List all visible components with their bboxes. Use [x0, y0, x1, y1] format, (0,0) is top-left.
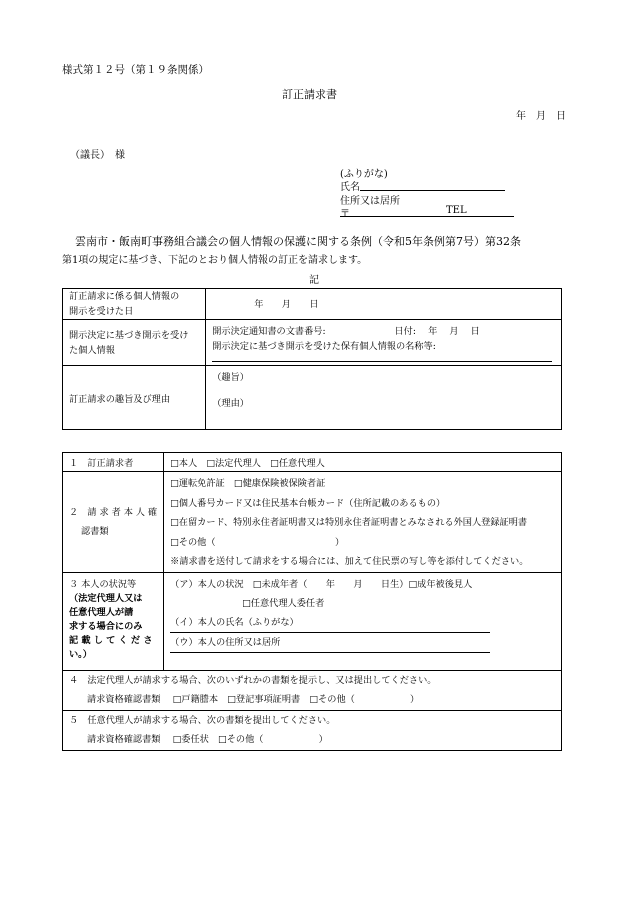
body-line-2: 第1項の規定に基づき、下記のとおり個人情報の訂正を請求します。 [62, 255, 368, 266]
requester-info-table [62, 452, 562, 751]
table-row [63, 453, 562, 472]
table-row [63, 320, 562, 366]
requester-type-options: □本人 □法定代理人 □任意代理人 [164, 453, 562, 472]
document-date: 年 月 日 [516, 111, 566, 122]
request-detail-table [62, 288, 562, 430]
received-date-value: 年 月 日 [206, 289, 562, 320]
document-number-label: 開示決定通知書の文書番号: [212, 326, 326, 337]
addressee: （議長） 様 [70, 150, 125, 161]
reason-label: 訂正請求の趣旨及び理由 [63, 366, 206, 430]
info-name-line [212, 361, 552, 362]
tel-label: TEL [446, 205, 467, 216]
table-row [63, 572, 562, 670]
body-line-1: 雲南市・飯南町事務組合議会の個人情報の保護に関する条例（令和5年条例第7号）第32条 [75, 235, 521, 248]
table-row [63, 710, 562, 750]
requester-type-label: １ 訂正請求者 [63, 453, 164, 472]
table-row [63, 366, 562, 430]
document-title: 訂正請求書 [282, 88, 337, 101]
received-date-label: 訂正請求に係る個人情報の 開示を受けた日 [63, 289, 206, 320]
info-name-label: 開示決定に基づき開示を受けた保有個人情報の名称等: [212, 341, 436, 352]
person-status-value: （ア）本人の状況 □未成年者（ 年 月 日生）□成年被後見人 □任意代理人委任者 （イ）本人の氏名（ふりがな） （ウ）本人の住所又は居所 [164, 572, 562, 670]
legal-agent-docs: ４ 法定代理人が請求する場合、次のいずれかの書類を提示し、又は提出してください。 請求資格確認書類 □戸籍謄本 □登記事項証明書 □その他（ ） [63, 670, 562, 710]
notice-date-label: 日付: 年 月 日 [394, 326, 480, 337]
table-row [63, 472, 562, 573]
furigana-label: (ふりがな) [340, 169, 388, 180]
id-docs-label: ２ 請 求 者 本 人 確 認書類 [63, 472, 164, 573]
table-row [63, 289, 562, 320]
requester-address-label: 住所又は居所 [340, 196, 400, 207]
disclosed-info-label: 開示決定に基づき開示を受け た個人情報 [63, 320, 206, 366]
disclosed-info-value [206, 320, 562, 366]
person-status-label: ３ 本人の状況等 （法定代理人又は 任意代理人が請 求する場合にのみ 記 載 し て く だ さ い。） [63, 572, 164, 670]
requester-name-label: 氏名 [340, 182, 360, 193]
voluntary-agent-docs: ５ 任意代理人が請求する場合、次の書類を提出してください。 請求資格確認書類 □委任状 □その他（ ） [63, 710, 562, 750]
requester-name-line [360, 190, 505, 191]
table-row [63, 670, 562, 710]
ki-label: 記 [309, 275, 319, 286]
form-number: 様式第１２号（第１９条関係） [62, 64, 209, 76]
postal-mark: 〒 [340, 209, 350, 220]
id-docs-options: □運転免許証 □健康保険被保険者証 □個人番号カード又は住民基本台帳カード（住所記載のあるもの） □在留カード、特別永住者証明書又は特別永住者証明書とみなされる外国人登録証明書 □その他（ ） ※請求書を送付して請求をする場合には、加えて住民票の写し等を添付してください。 [164, 472, 562, 573]
reason-value: （趣旨） （理由） [206, 366, 562, 430]
address-tel-line [340, 216, 514, 217]
